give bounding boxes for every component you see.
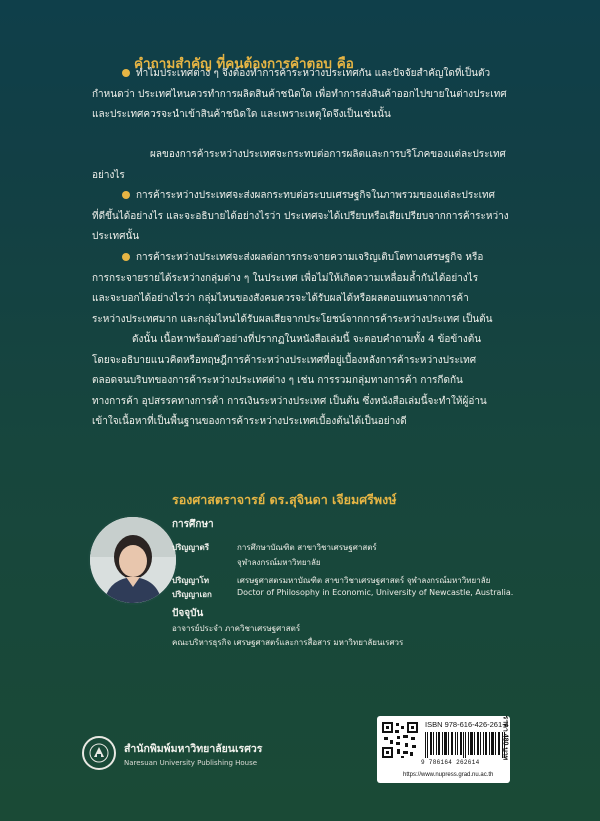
summary — [92, 330, 522, 433]
question-2-line-2: อย่างไร — [92, 169, 125, 181]
question-1-line-1: ทำไมประเทศต่าง ๆ จึงต้องทำการค้าระหว่างประเทศกัน และปัจจัยสำคัญใดที่เป็นตัว — [92, 64, 522, 85]
question-4 — [92, 248, 522, 330]
summary-line-1: ดังนั้น เนื้อหาพร้อมตัวอย่างที่ปรากฏในหนังสือเล่มนี้ จะตอบคำถามทั้ง 4 ข้อข้างต้น — [132, 334, 482, 345]
barcode-panel — [377, 716, 510, 783]
bullet-icon — [122, 253, 130, 261]
author-portrait-icon — [90, 517, 176, 603]
degree-master-label: ปริญญาโท — [172, 576, 210, 585]
question-3-line-2: ที่ดีขึ้นได้อย่างไร และจะอธิบายได้อย่างไรว่า ประเทศจะได้เปรียบหรือเสียเปรียบจากการค้าระหว่าง — [92, 210, 509, 222]
question-2 — [92, 145, 522, 186]
question-4-line-3: และจะบอกได้อย่างไรว่า กลุ่มไหนของสังคมควรจะได้รับผลได้หรือผลตอบแทนจากการค้า — [92, 293, 469, 304]
question-2-line-1: ผลของการค้าระหว่างประเทศจะกระทบต่อการผลิตและการบริโภคของแต่ละประเทศ — [150, 149, 506, 160]
intro-title: คำถามสำคัญ ที่คนต้องการคำตอบ คือ — [134, 56, 354, 72]
question-4-line-1: การค้าระหว่างประเทศจะส่งผลต่อการกระจายความเจริญเติบโตทางเศรษฐกิจ หรือ — [92, 248, 522, 269]
publisher-name-english: Naresuan University Publishing House — [124, 758, 258, 767]
question-1 — [92, 64, 522, 126]
summary-line-3: ตลอดจนบริบทของการค้าระหว่างประเทศต่าง ๆ เช่น การรวมกลุ่มทางการค้า การกีดกัน — [92, 375, 463, 386]
bullet-icon — [122, 69, 130, 77]
summary-line-5: เข้าใจเนื้อหาที่เป็นพื้นฐานของการค้าระหว่างประเทศเบื้องต้นได้เป็นอย่างดี — [92, 416, 407, 427]
question-3 — [92, 186, 522, 248]
price-label — [500, 717, 510, 761]
degree-bachelor-university: จุฬาลงกรณ์มหาวิทยาลัย — [237, 558, 321, 567]
question-4-line-2: การกระจายรายได้ระหว่างกลุ่มต่าง ๆ ในประเทศ เพื่อไม่ให้เกิดความเหลื่อมล้ำกันได้อย่างไร — [92, 272, 479, 284]
degree-master-text: เศรษฐศาสตรมหาบัณฑิต สาขาวิชาเศรษฐศาสตร์ จุฬาลงกรณ์มหาวิทยาลัย — [237, 576, 491, 585]
question-4-line-4: ระหว่างประเทศมาก และกลุ่มไหนได้รับผลเสียจากประโยชน์จากการค้าระหว่างประเทศ เป็นต้น — [92, 313, 493, 325]
barcode-icon — [425, 732, 505, 758]
bullet-icon — [122, 191, 130, 199]
degree-doctorate-label: ปริญญาเอก — [172, 590, 212, 599]
current-heading: ปัจจุบัน — [172, 608, 204, 619]
summary-line-4: ทางการค้า อุปสรรคทางการค้า การเงินระหว่างประเทศ เป็นต้น ซึ่งหนังสือเล่มนี้จะทำให้ผู้อ่าน — [92, 395, 487, 407]
author-name: รองศาสตราจารย์ ดร.สุจินดา เจียมศรีพงษ์ — [172, 492, 397, 507]
degree-bachelor-text: การศึกษาบัณฑิต สาขาวิชาเศรษฐศาสตร์ — [237, 543, 377, 552]
education-heading: การศึกษา — [172, 519, 214, 530]
publisher-url: https://www.nupress.grad.nu.ac.th — [403, 772, 494, 778]
question-1-line-2: กำหนดว่า ประเทศไหนควรทำการผลิตสินค้าชนิดใด เพื่อทำการส่งสินค้าออกไปขายในต่างประเทศ — [92, 88, 507, 100]
publisher-logo-icon — [82, 736, 116, 770]
publisher-name-thai: สำนักพิมพ์มหาวิทยาลัยนเรศวร — [124, 742, 263, 755]
question-1-line-3: และประเทศควรจะนำเข้าสินค้าชนิดใด และเพราะเหตุใดจึงเป็นเช่นนั้น — [92, 109, 391, 120]
question-3-line-1: การค้าระหว่างประเทศจะส่งผลกระทบต่อระบบเศรษฐกิจในภาพรวมของแต่ละประเทศ — [92, 186, 522, 207]
degree-doctorate-text: Doctor of Philosophy in Economic, University of Newcastle, Australia. — [237, 588, 514, 597]
barcode-digits: 9 786164 262614 — [421, 759, 480, 766]
price-text: ราคา 480 บาท — [501, 715, 509, 761]
qr-code-icon — [381, 721, 419, 759]
summary-line-2: โดยจะอธิบายแนวคิดหรือทฤษฎีการค้าระหว่างประเทศที่อยู่เบื้องหลังการค้าระหว่างประเทศ — [92, 354, 477, 366]
question-3-line-3: ประเทศนั้น — [92, 231, 140, 242]
author-photo — [88, 515, 178, 605]
current-faculty: คณะบริหารธุรกิจ เศรษฐศาสตร์และการสื่อสาร มหาวิทยาลัยนเรศวร — [172, 638, 404, 647]
isbn-label: ISBN 978-616-426-261-4 — [425, 720, 509, 729]
publisher — [82, 736, 262, 770]
current-position: อาจารย์ประจำ ภาควิชาเศรษฐศาสตร์ — [172, 624, 301, 633]
degree-bachelor-label: ปริญญาตรี — [172, 543, 209, 552]
